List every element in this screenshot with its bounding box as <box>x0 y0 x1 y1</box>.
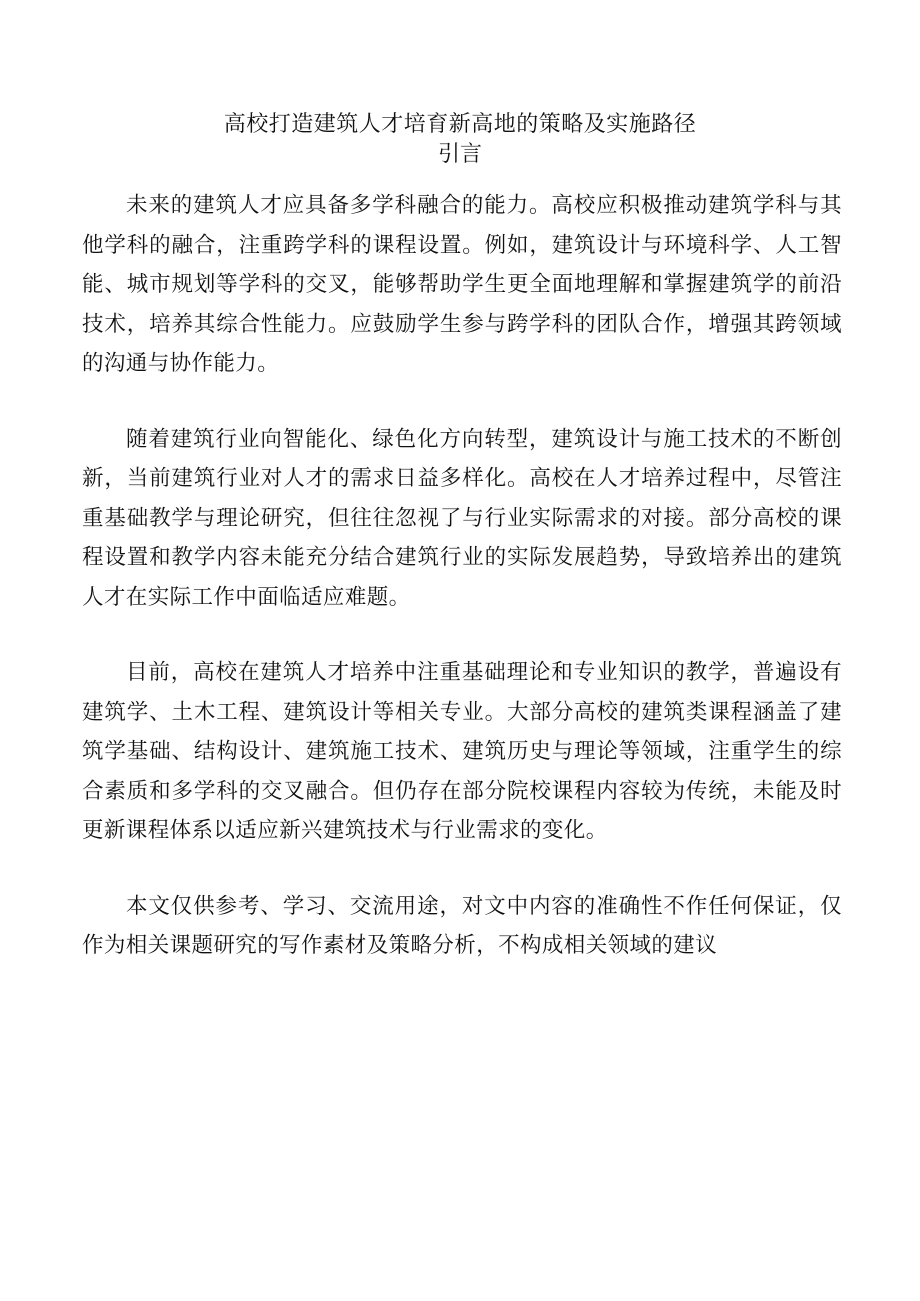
paragraph-4-disclaimer: 本文仅供参考、学习、交流用途，对文中内容的准确性不作任何保证，仅作为相关课题研究的写作素材及策略分析，不构成相关领域的建议 <box>82 893 842 958</box>
document-title: 高校打造建筑人才培育新高地的策略及实施路径 <box>223 112 697 137</box>
paragraph-1: 未来的建筑人才应具备多学科融合的能力。高校应积极推动建筑学科与其他学科的融合，注重跨学科的课程设置。例如，建筑设计与环境科学、人工智能、城市规划等学科的交叉，能够帮助学生更全面地理解和掌握建筑学的前沿技术，培养其综合性能力。应鼓励学生参与跨学科的团队合作，增强其跨领域的沟通与协作能力。 <box>82 193 842 376</box>
section-heading: 引言 <box>437 142 482 167</box>
paragraph-3: 目前，高校在建筑人才培养中注重基础理论和专业知识的教学，普遍设有建筑学、土木工程、建筑设计等相关专业。大部分高校的建筑类课程涵盖了建筑学基础、结构设计、建筑施工技术、建筑历史与理论等领域，注重学生的综合素质和多学科的交叉融合。但仍存在部分院校课程内容较为传统，未能及时更新课程体系以适应新兴建筑技术与行业需求的变化。 <box>82 660 842 843</box>
paragraph-2: 随着建筑行业向智能化、绿色化方向转型，建筑设计与施工技术的不断创新，当前建筑行业对人才的需求日益多样化。高校在人才培养过程中，尽管注重基础教学与理论研究，但往往忽视了与行业实际需求的对接。部分高校的课程设置和教学内容未能充分结合建筑行业的实际发展趋势，导致培养出的建筑人才在实际工作中面临适应难题。 <box>82 426 842 610</box>
document-body <box>82 186 842 966</box>
